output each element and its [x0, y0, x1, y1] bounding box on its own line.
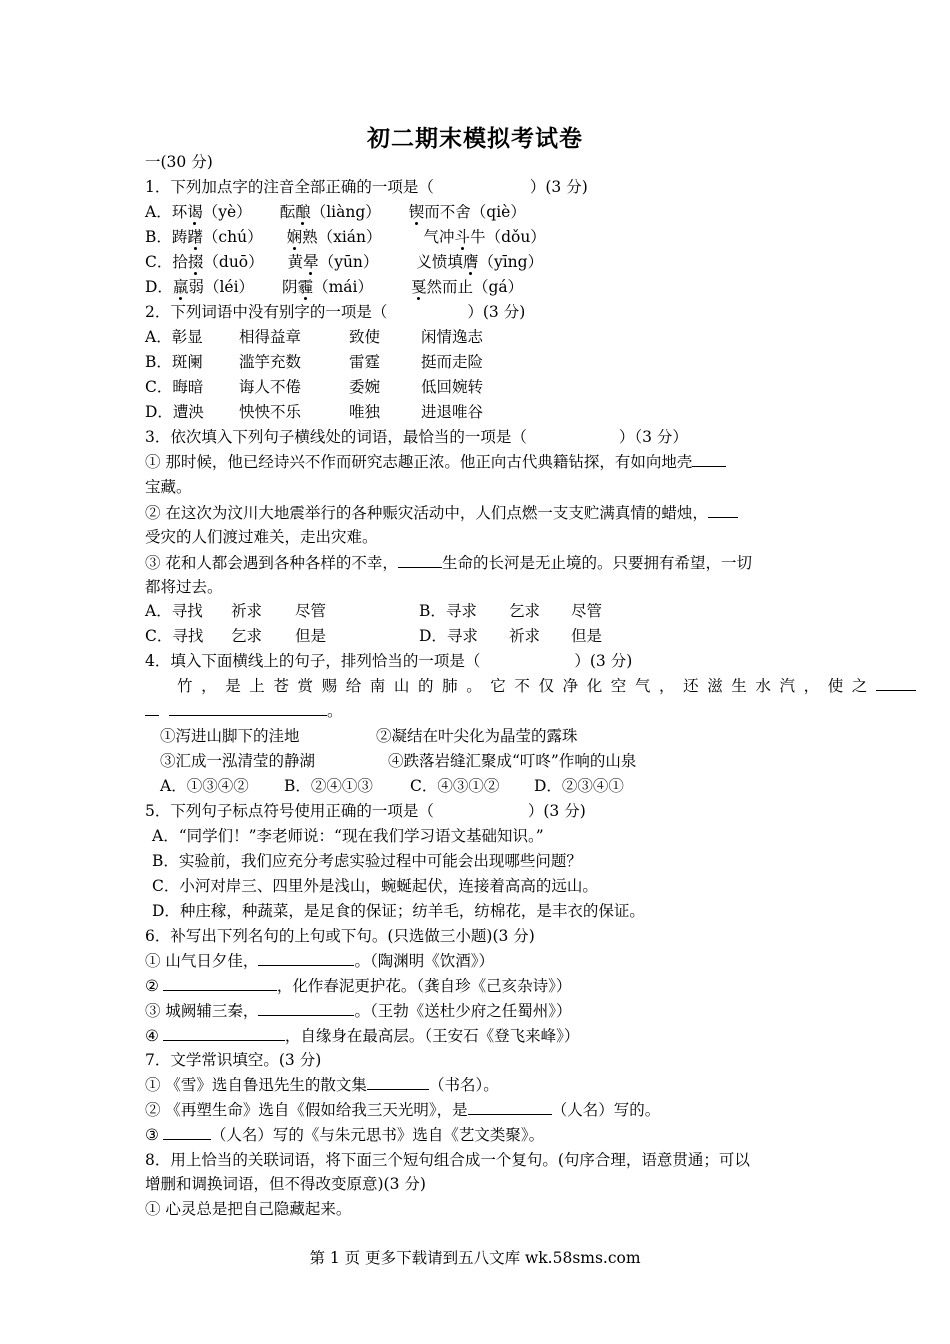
q1-option-a: A．环谒（yè） 酝酿（liàng） 锲而不舍（qiè）: [145, 203, 526, 221]
q6-line-3: ③ 城阙辅三秦， 。（王勃《送杜少府之任蜀州》）: [145, 1002, 572, 1020]
q2-option-c: C．晦暗 诲人不倦 委婉 低回婉转: [145, 378, 484, 396]
question-5-stem: 5．下列句子标点符号使用正确的一项是（ ）(3 分): [145, 802, 586, 820]
page-title: 初二期末模拟考试卷: [367, 125, 583, 152]
question-8-stem: 8．用上恰当的关联词语，将下面三个短句组合成一个复句。(句序合理，语意贯通；可以: [145, 1151, 750, 1169]
q3-options-ab: A．寻找 祈求 尽管 B．寻求 乞求 尽管: [145, 602, 603, 620]
q3-sentence-3-cont: 都将过去。: [145, 578, 223, 596]
q3-sentence-1-cont: 宝藏。: [145, 478, 192, 496]
question-2-stem: 2．下列词语中没有别字的一项是（ ）(3 分): [145, 303, 526, 321]
q8-line-1: ① 心灵总是把自己隐藏起来。: [145, 1200, 352, 1218]
question-1-stem: 1．下列加点字的注音全部正确的一项是（ ）(3 分): [145, 178, 588, 196]
q3-sentence-3: ③ 花和人都会遇到各种各样的不幸， 生命的长河是无止境的。只要拥有希望，一切: [145, 554, 752, 572]
q3-options-cd: C．寻找 乞求 但是 D．寻求 祈求 但是: [145, 627, 603, 645]
q1-option-d: D．羸弱（léi） 阴霾（mái） 戛然而止（gá）: [145, 278, 524, 296]
question-3-stem: 3．依次填入下列句子横线处的词语，最恰当的一项是（ ）（3 分）: [145, 428, 688, 446]
q2-option-d: D．遭泱 怏怏不乐 唯独 进退唯谷: [145, 403, 484, 421]
q5-option-c: C．小河对岸三、四里外是浅山，蜿蜒起伏，连接着高高的远山。: [152, 877, 598, 895]
q2-option-b: B．斑阑 滥竽充数 雷霆 挺而走险: [145, 353, 484, 371]
q6-line-2: ② ，化作春泥更护花。（龚自珍《己亥杂诗》）: [145, 977, 572, 995]
question-7-stem: 7．文学常识填空。(3 分): [145, 1051, 322, 1069]
q1-option-c: C．拾掇（duō） 黄晕（yūn） 义愤填膺（yīng）: [145, 253, 544, 271]
q3-sentence-2: ② 在这次为汶川大地震举行的各种赈灾活动中，人们点燃一支支贮满真情的蜡烛，: [145, 503, 738, 523]
page-footer: 第 1 页 更多下载请到五八文库 wk.58sms.com: [309, 1249, 641, 1267]
q7-line-2: ② 《再塑生命》选自《假如给我三天光明》，是 （人名）写的。: [145, 1101, 661, 1119]
q5-option-a: A．“同学们！”李老师说：“现在我们学习语文基础知识。”: [152, 827, 544, 845]
q4-passage-cont: 。: [145, 701, 343, 721]
q1-option-b: B．踌躇（chú） 娴熟（xián） 气冲斗牛（dǒu）: [145, 228, 546, 246]
q3-sentence-2-cont: 受灾的人们渡过难关，走出灾难。: [145, 528, 378, 546]
question-6-stem: 6．补写出下列名句的上句或下句。(只选做三小题)(3 分): [145, 927, 535, 945]
q7-line-1: ① 《雪》选自鲁迅先生的散文集 （书名）。: [145, 1076, 499, 1094]
section-heading: 一(30 分): [145, 153, 213, 171]
question-8-stem-cont: 增删和调换词语，但不得改变原意)(3 分): [145, 1175, 426, 1193]
q4-options: A．①③④② B．②④①③ C．④③①② D．②③④①: [160, 777, 624, 795]
question-4-stem: 4．填入下面横线上的句子，排列恰当的一项是（ ）(3 分): [145, 652, 633, 670]
q2-option-a: A．彰显 相得益章 致使 闲情逸志: [145, 328, 484, 346]
q5-option-b: B．实验前，我们应充分考虑实验过程中可能会出现哪些问题？: [152, 852, 582, 870]
q6-line-4: ④ ，自缘身在最高层。（王安石《登飞来峰》）: [145, 1027, 580, 1045]
q5-option-d: D．种庄稼，种蔬菜，是足食的保证；纺羊毛，纺棉花，是丰衣的保证。: [152, 902, 645, 920]
q4-passage: 竹，是上苍赏赐给南山的肺。它不仅净化空气，还滋生水汽，使之: [177, 676, 916, 696]
q7-line-3: ③ （人名）写的《与朱元思书》选自《艺文类聚》。: [145, 1126, 545, 1144]
q3-sentence-1: ① 那时候，他已经诗兴不作而研究志趣正浓。他正向古代典籍钻探，有如向地壳: [145, 452, 726, 472]
q6-line-1: ① 山气日夕佳， 。（陶渊明《饮酒》）: [145, 952, 494, 970]
q4-items-3-4: ③汇成一泓清莹的静湖 ④跌落岩缝汇聚成“叮咚”作响的山泉: [160, 752, 637, 770]
q4-items-1-2: ①泻进山脚下的洼地 ②凝结在叶尖化为晶莹的露珠: [160, 727, 578, 745]
